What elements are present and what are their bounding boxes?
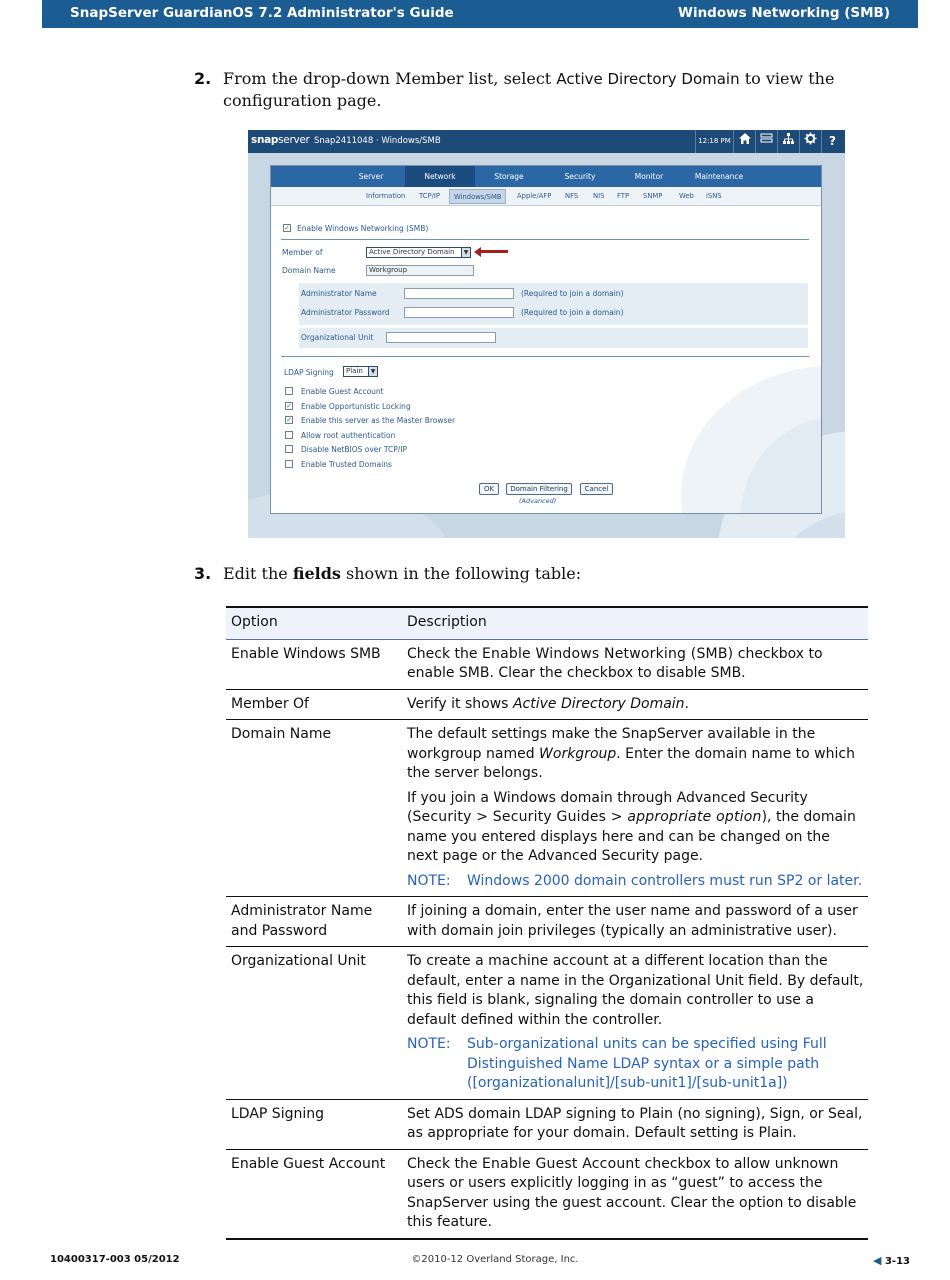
option-name: Enable Windows SMB	[226, 639, 402, 689]
sub-nav	[271, 187, 821, 206]
option-name-line: Administrator Name	[231, 903, 373, 919]
subnav-tcpip[interactable]: TCP/IP	[419, 192, 440, 200]
description-paragraph	[407, 725, 864, 784]
logo-text: server	[278, 134, 310, 146]
page-number-text: 3-13	[884, 1256, 910, 1267]
description-text: .	[684, 695, 689, 712]
ldap-signing-label: LDAP Signing	[284, 368, 334, 377]
clock: 12:18 PM	[695, 130, 733, 153]
app-topbar	[248, 130, 845, 153]
domain-name-input[interactable]: Workgroup	[366, 265, 474, 276]
option-description	[402, 720, 868, 897]
option-checkbox-label: Enable Trusted Domains	[301, 460, 392, 469]
step-text-part: Edit the	[223, 564, 293, 583]
org-unit-input[interactable]	[386, 332, 496, 343]
step-text-part: shown in the following table:	[340, 564, 582, 583]
required-note: (Required to join a domain)	[521, 289, 624, 298]
option-name: Member Of	[226, 689, 402, 720]
back-arrow-icon: ◀	[873, 1254, 882, 1267]
description-text: Check the	[407, 1155, 482, 1172]
cancel-button[interactable]: Cancel	[580, 483, 613, 495]
org-unit-band	[299, 328, 808, 348]
note	[407, 1035, 864, 1094]
step-text	[223, 68, 853, 111]
description-text: Verify it shows	[407, 695, 513, 712]
domain-filtering-button[interactable]: Domain Filtering	[506, 483, 572, 495]
description-paragraph	[407, 789, 864, 867]
ok-button[interactable]: OK	[479, 483, 499, 495]
option-checkbox[interactable]	[285, 387, 293, 395]
table-row	[226, 897, 868, 947]
table-row	[226, 689, 868, 720]
description-text: Check the	[407, 645, 482, 662]
option-checkbox-label: Disable NetBIOS over TCP/IP	[301, 445, 408, 455]
column-header-description: Description	[402, 607, 868, 639]
option-name: Organizational Unit	[226, 947, 402, 1100]
document-number: 10400317-003 05/2012	[50, 1254, 180, 1265]
option-name: Domain Name	[226, 720, 402, 897]
snapserver-logo	[251, 134, 310, 146]
enable-smb-label: Enable Windows Networking (SMB)	[297, 224, 429, 233]
table-header-row	[226, 607, 868, 639]
member-of-value: Active Directory Domain	[369, 248, 455, 256]
admin-name-label: Administrator Name	[301, 289, 377, 298]
advanced-label: (Advanced)	[519, 497, 557, 505]
step-text-part: From the drop-down Member list, select	[223, 69, 557, 88]
subnav-information[interactable]: Information	[366, 192, 406, 200]
admin-password-input[interactable]	[404, 307, 514, 318]
step-number: 2.	[194, 69, 212, 88]
note-text: Sub-organizational units can be specified using Full Distinguished Name LDAP syntax or a simple path ([organizationalunit]/[sub-unit1]/[sub-unit1a])	[467, 1036, 827, 1091]
subnav-nfs[interactable]: NFS	[565, 192, 579, 200]
option-description: If joining a domain, enter the user name and password of a user with domain join privileges (typically an administrative user).	[402, 897, 868, 947]
note-text: Windows 2000 domain controllers must run SP2 or later.	[467, 872, 863, 889]
ui-term: Enable Windows Networking (SMB)	[481, 645, 734, 662]
subnav-ftp[interactable]: FTP	[617, 192, 630, 200]
ui-term: Active Directory Domain	[512, 695, 685, 712]
step-emphasis: fields	[292, 564, 341, 583]
nav-tab-storage[interactable]: Storage	[494, 172, 524, 181]
ui-term: Enable Guest Account	[481, 1155, 641, 1172]
description-text: checkbox to enable SMB. Clear the checkbox to disable SMB.	[407, 645, 823, 681]
description-text: checkbox to allow unknown users or users explicitly logging in as “guest” to access the SnapServer using the guest account. Clear the option to disable this feature.	[407, 1155, 857, 1230]
description-text: The default settings make the SnapServer available in the workgroup named	[407, 726, 816, 762]
option-checkbox-label: Enable Opportunistic Locking	[301, 401, 411, 411]
divider	[281, 356, 809, 357]
option-checkbox[interactable]: ✓	[286, 416, 292, 425]
note-label: NOTE:	[407, 1036, 451, 1052]
ldap-signing-select[interactable]	[343, 366, 378, 377]
option-checkbox[interactable]	[285, 445, 293, 453]
server-title: Snap2411048 · Windows/SMB	[314, 136, 441, 146]
option-checkbox-label: Allow root authentication	[301, 430, 396, 440]
network-icon[interactable]	[777, 130, 799, 153]
options-table	[226, 606, 868, 1240]
domain-name-label: Domain Name	[282, 266, 336, 275]
option-checkbox[interactable]	[285, 431, 293, 439]
description-paragraph: To create a machine account at a different location than the default, enter a name in the Organizational Unit field. By default, this field is blank, signaling the domain controller to use a default defined within the controller.	[407, 953, 864, 1028]
org-unit-label: Organizational Unit	[301, 333, 374, 342]
member-of-label: Member of	[282, 248, 323, 257]
home-icon[interactable]	[733, 130, 755, 153]
subnav-apple-afp[interactable]: Apple/AFP	[517, 192, 552, 200]
subnav-windows-smb[interactable]: Windows/SMB	[449, 189, 506, 204]
gear-icon[interactable]	[799, 130, 821, 153]
enable-smb-checkbox[interactable]: ✓	[284, 224, 290, 232]
divider	[281, 239, 809, 240]
config-panel	[270, 165, 822, 514]
nav-tab-security[interactable]: Security	[564, 172, 596, 181]
step-text	[223, 563, 853, 584]
note	[407, 872, 864, 892]
menu-path: Security > Security Guides >	[412, 809, 628, 825]
option-name-line: and Password	[231, 922, 328, 939]
chevron-down-icon: ▼	[461, 248, 470, 257]
nav-tab-server[interactable]: Server	[358, 172, 384, 181]
column-header-option: Option	[226, 607, 402, 639]
ui-term: Workgroup	[539, 745, 617, 762]
section-title: Windows Networking (SMB)	[678, 5, 890, 21]
subnav-web[interactable]: Web	[679, 192, 694, 200]
description-text: ), the domain name you entered displays here and can be changed on the next page or the Advanced Security page.	[407, 809, 856, 864]
menu-path: appropriate option	[627, 809, 762, 825]
nav-tab-maintenance[interactable]: Maintenance	[694, 172, 744, 181]
guide-title: SnapServer GuardianOS 7.2 Administrator's Guide	[70, 5, 454, 21]
table-row	[226, 1099, 868, 1149]
nav-tab-network[interactable]: Network	[405, 166, 475, 187]
copyright: ©2010-12 Overland Storage, Inc.	[411, 1254, 579, 1265]
step-number: 3.	[194, 564, 212, 583]
option-description	[402, 947, 868, 1100]
subnav-snmp[interactable]: SNMP	[643, 192, 663, 200]
description-text: . Enter the domain name to which the server belongs.	[407, 745, 855, 781]
page-header	[42, 0, 918, 28]
table-row	[226, 639, 868, 689]
subnav-nis[interactable]: NIS	[593, 192, 605, 200]
option-name	[226, 897, 402, 947]
option-checkbox-label: Enable this server as the Master Browser	[301, 416, 456, 426]
help-icon[interactable]: ?	[821, 130, 843, 153]
option-checkbox[interactable]: ✓	[286, 401, 292, 410]
option-description	[402, 639, 868, 689]
option-name: LDAP Signing	[226, 1099, 402, 1149]
admin-name-input[interactable]	[404, 288, 514, 299]
required-note: (Required to join a domain)	[521, 308, 624, 317]
step-emphasis: Active Directory Domain	[556, 70, 740, 88]
step-text-part: to view the configuration page.	[223, 69, 835, 110]
option-checkbox[interactable]	[285, 460, 293, 468]
nav-tab-monitor[interactable]: Monitor	[634, 172, 664, 181]
option-description	[402, 1149, 868, 1239]
option-checkbox-label: Enable Guest Account	[301, 387, 384, 396]
table-row	[226, 720, 868, 897]
note-label: NOTE:	[407, 872, 451, 889]
option-description	[402, 689, 868, 720]
smb-config-screenshot	[248, 130, 845, 538]
subnav-isns[interactable]: iSNS	[706, 192, 722, 200]
option-name: Enable Guest Account	[226, 1149, 402, 1239]
ldap-signing-value: Plain	[346, 367, 363, 375]
table-row	[226, 947, 868, 1100]
callout-arrow	[480, 250, 508, 253]
admin-password-label: Administrator Password	[301, 308, 390, 317]
chevron-down-icon: ▼	[368, 367, 377, 376]
member-of-select[interactable]	[366, 247, 471, 258]
option-description: Set ADS domain LDAP signing to Plain (no signing), Sign, or Seal, as appropriate for your domain. Default setting is Plain.	[402, 1099, 868, 1149]
server-icon[interactable]	[755, 130, 777, 153]
logo-text: snap	[251, 134, 279, 146]
main-nav	[271, 166, 821, 187]
table-row	[226, 1149, 868, 1239]
description-text: If you join a Windows domain through Advanced Security (	[407, 789, 808, 825]
page-number	[873, 1254, 910, 1267]
